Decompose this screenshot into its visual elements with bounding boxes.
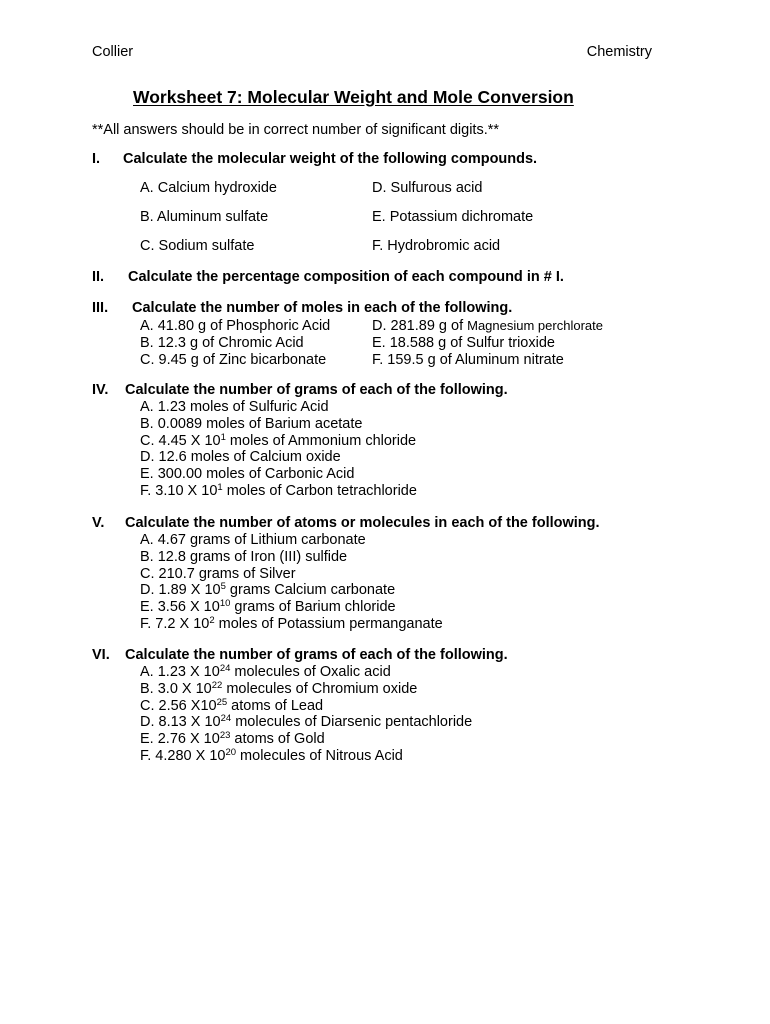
section-3-numeral: III. bbox=[92, 300, 109, 316]
section-3-item-e: E. 18.588 g of Sulfur trioxide bbox=[372, 334, 555, 351]
header-subject: Chemistry bbox=[586, 44, 652, 60]
section-5-list bbox=[140, 532, 443, 633]
list-item: D. 12.6 moles of Calcium oxide bbox=[140, 449, 341, 466]
list-item: E. 300.00 moles of Carbonic Acid bbox=[140, 466, 355, 483]
list-item: C. 4.45 X $10^1$ moles of Ammonium chloride bbox=[140, 431, 417, 449]
section-4-heading: Calculate the number of grams of each of the following. bbox=[125, 382, 508, 398]
section-3-item-a: A. 41.80 g of Phosphoric Acid bbox=[140, 318, 331, 334]
section-1-item-d: D. Sulfurous acid bbox=[372, 180, 483, 196]
section-3-heading: Calculate the number of moles in each of the following. bbox=[132, 300, 513, 316]
section-1-item-e: E. Potassium dichromate bbox=[372, 209, 534, 225]
list-item: B. 12.8 grams of Iron (III) sulfide bbox=[140, 548, 348, 565]
list-item: E. 3.56 X $10^{10}$ grams of Barium chloride bbox=[140, 598, 396, 616]
list-item: A. 1.23 moles of Sulfuric Acid bbox=[140, 399, 329, 415]
section-1-item-b: B. Aluminum sulfate bbox=[140, 209, 269, 225]
section-1-item-c: C. Sodium sulfate bbox=[140, 238, 255, 254]
section-5-heading: Calculate the number of atoms or molecules in each of the following. bbox=[125, 515, 600, 531]
list-item: A. 1.23 X $10^{24}$ molecules of Oxalic acid bbox=[140, 663, 391, 680]
list-item: F. 4.280 X $10^{20}$ molecules of Nitrous Acid bbox=[140, 746, 403, 764]
list-item: C. 2.56 $X10^{25}$ atoms of Lead bbox=[140, 696, 324, 714]
section-4-numeral: IV. bbox=[92, 382, 109, 398]
section-3-item-d: D. 281.89 g of Magnesium perchlorate bbox=[372, 318, 603, 334]
section-6-list bbox=[140, 664, 472, 765]
section-2-numeral: II. bbox=[92, 269, 105, 285]
list-item: D. 8.13 X $10^{24}$ molecules of Diarsenic pentachloride bbox=[140, 713, 473, 731]
section-4-list bbox=[140, 399, 417, 500]
list-item: F. 7.2 X $10^2$ moles of Potassium permanganate bbox=[140, 614, 443, 632]
section-5-numeral: V. bbox=[92, 515, 105, 531]
section-6-heading: Calculate the number of grams of each of the following. bbox=[125, 647, 508, 663]
section-1-numeral: I. bbox=[92, 151, 101, 167]
list-item: C. 210.7 grams of Silver bbox=[140, 565, 296, 582]
list-item: D. 1.89 X $10^5$ grams Calcium carbonate bbox=[140, 581, 396, 599]
instructions-note: **All answers should be in correct number of significant digits.** bbox=[92, 122, 500, 138]
header-author: Collier bbox=[92, 44, 134, 60]
section-3-item-f: F. 159.5 g of Aluminum nitrate bbox=[372, 351, 564, 368]
list-item: E. 2.76 X $10^{23}$ atoms of Gold bbox=[140, 730, 325, 748]
section-1-item-f: F. Hydrobromic acid bbox=[372, 238, 501, 254]
list-item: A. 4.67 grams of Lithium carbonate bbox=[140, 532, 366, 548]
section-3-item-c: C. 9.45 g of Zinc bicarbonate bbox=[140, 351, 327, 368]
list-item: B. 3.0 X $10^{22}$ molecules of Chromium oxide bbox=[140, 679, 418, 697]
section-1-heading: Calculate the molecular weight of the following compounds. bbox=[123, 151, 538, 167]
section-6-numeral: VI. bbox=[92, 647, 110, 663]
section-3-item-b: B. 12.3 g of Chromic Acid bbox=[140, 334, 304, 351]
section-1-item-a: A. Calcium hydroxide bbox=[140, 180, 277, 196]
section-2-heading: Calculate the percentage composition of each compound in # I. bbox=[128, 269, 564, 285]
page-title: Worksheet 7: Molecular Weight and Mole Conversion bbox=[133, 87, 574, 107]
list-item: B. 0.0089 moles of Barium acetate bbox=[140, 415, 363, 432]
list-item: F. 3.10 X $10^1$ moles of Carbon tetrachloride bbox=[140, 481, 417, 499]
